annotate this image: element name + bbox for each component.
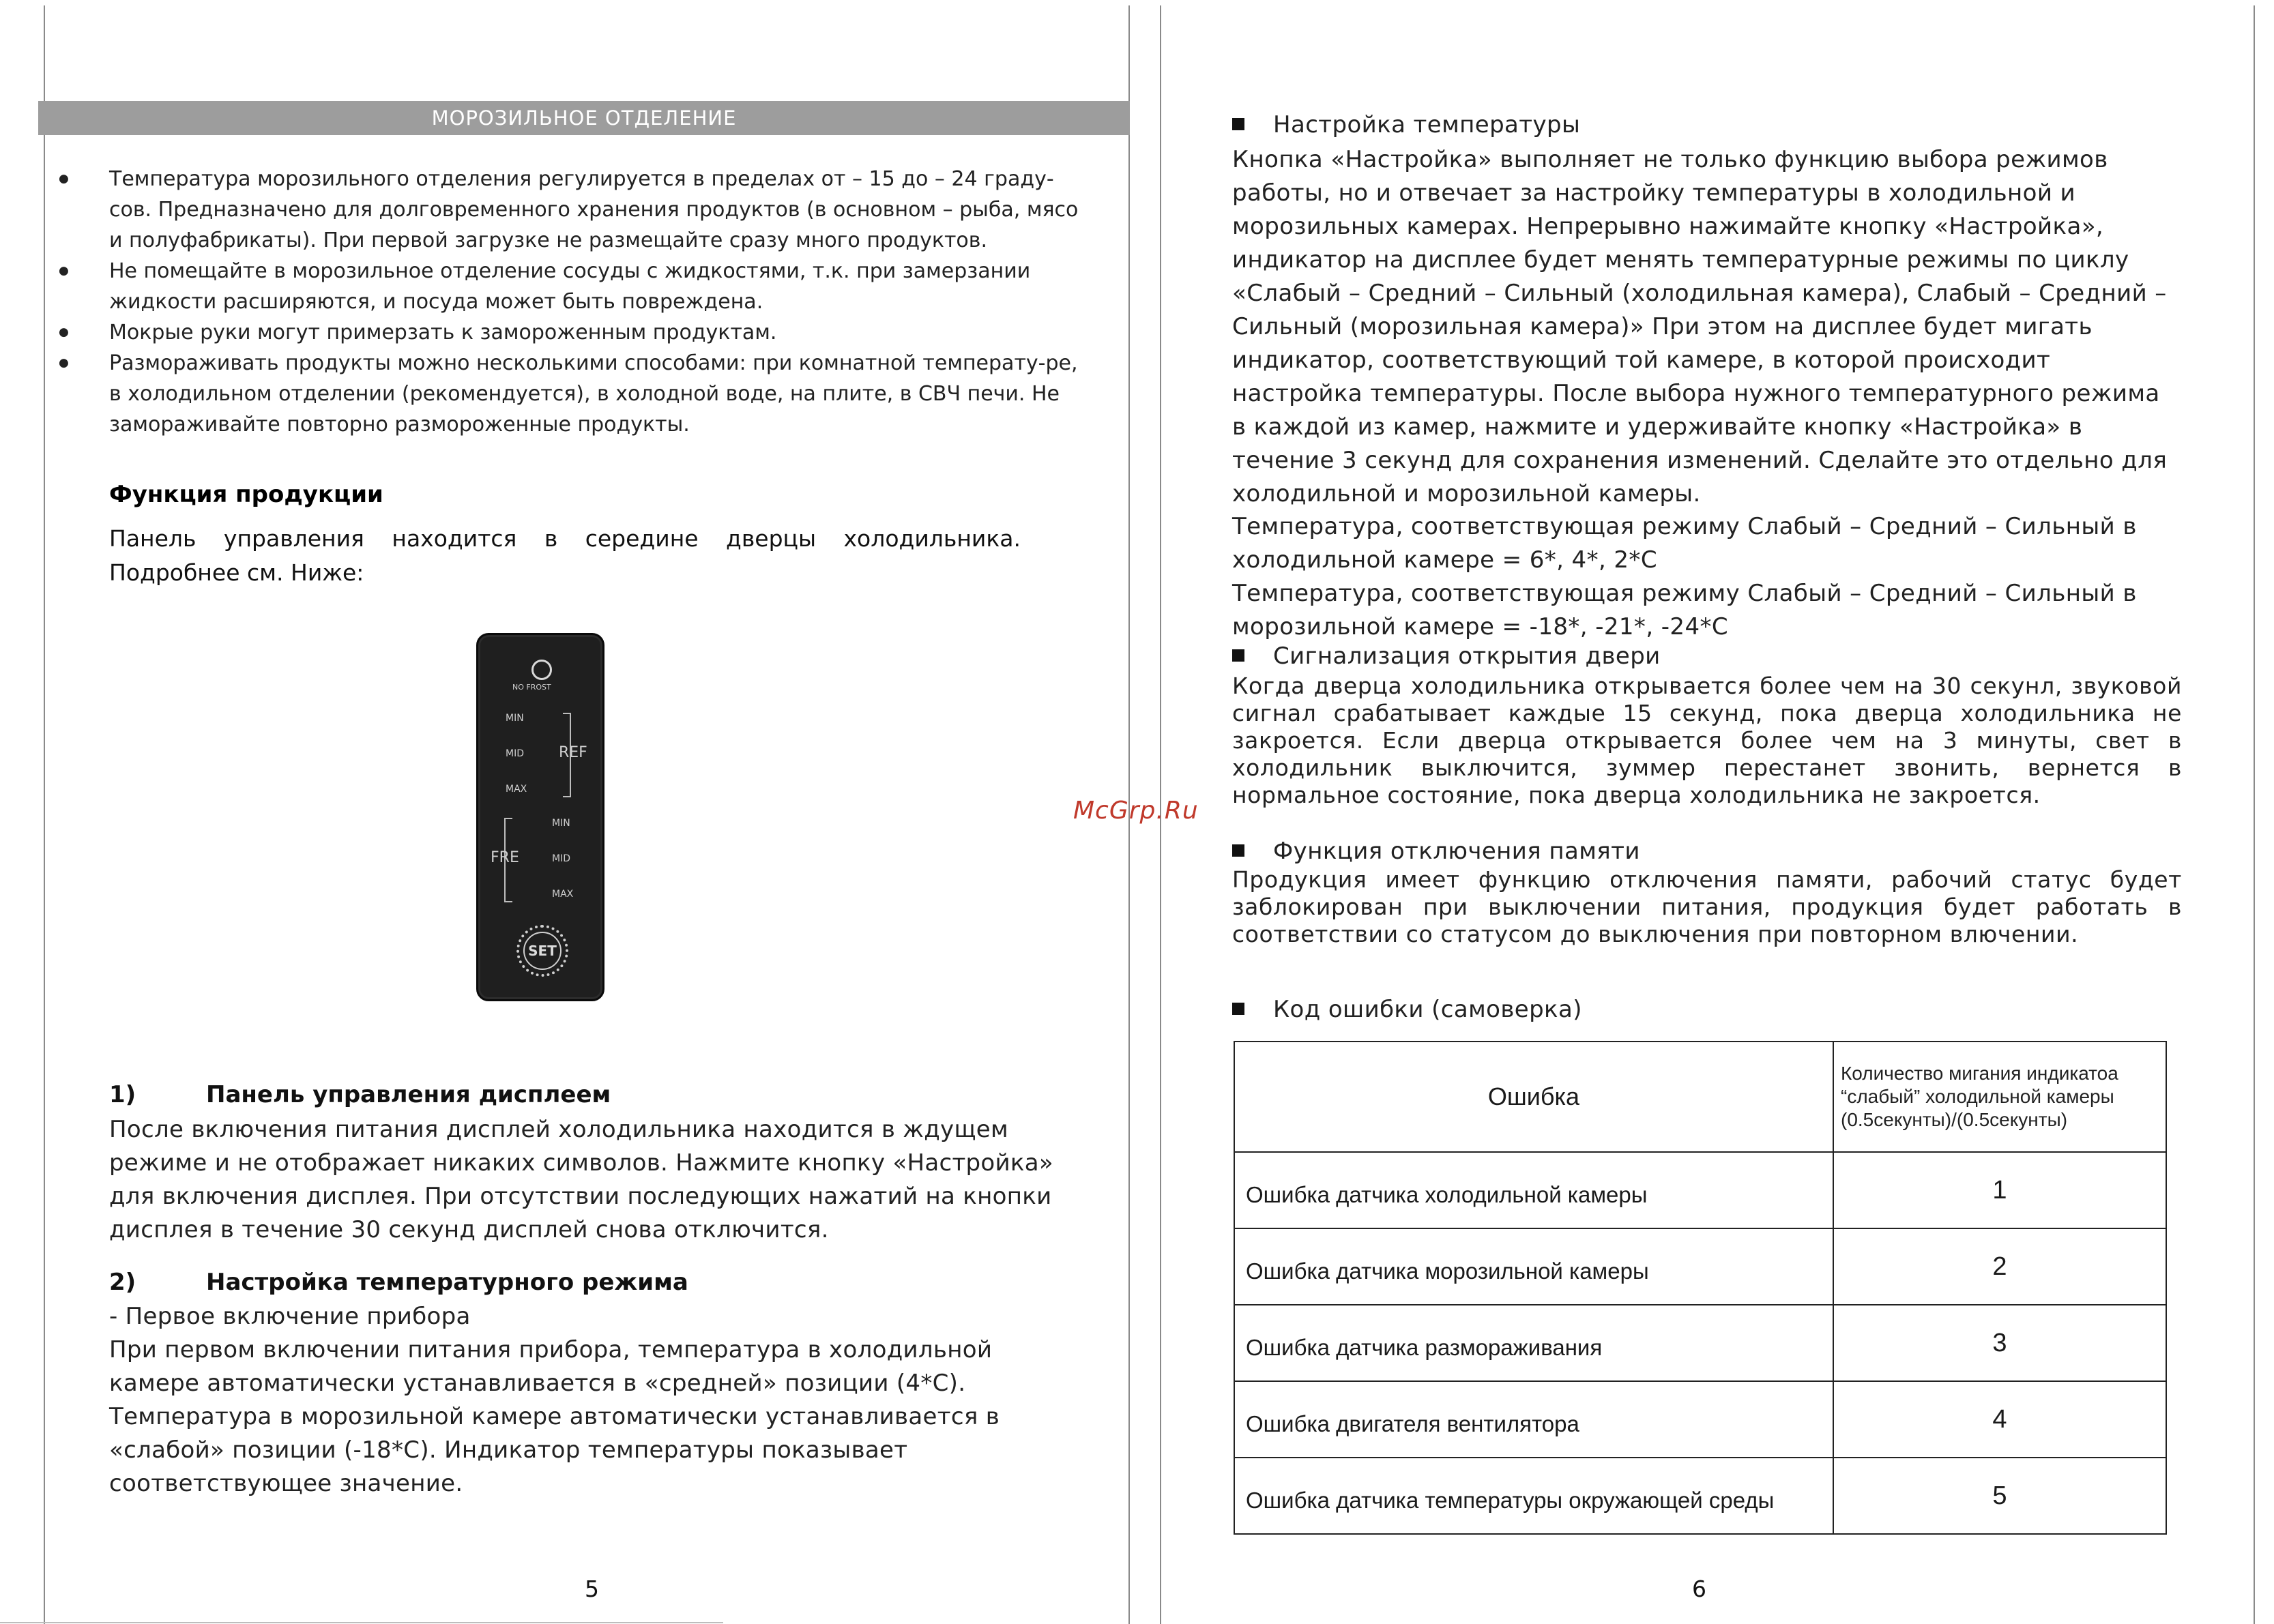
section2-text: - Первое включение прибора При первом включении питания прибора, температура в холодильной камере автоматически устанавливается в «средней» позиции (4*C). Температура в морозильной камере автоматически устанавливается в «слабой» позиции (-18*C). Индикатор температуры показывает соответствующее значение. xyxy=(109,1303,1000,1497)
brand-label: NO FROST xyxy=(512,683,551,692)
memory-text: Продукция имеет функцию отключения памяти, рабочий статус будет заблокирован при выключении питания, продукция будет работать в соответствии со статусом до выключения при повторном влючении. xyxy=(1232,866,2182,947)
table-row xyxy=(1234,1458,2166,1534)
temp-setting-heading xyxy=(1232,111,2181,138)
ref-min-label: MIN xyxy=(506,713,524,724)
temp-setting-title: Настройка температуры xyxy=(1273,111,1581,138)
header-blink-count: Количество мигания индикатоа “слабый” холодильной камеры (0.5секунты)/(0.5секунты) xyxy=(1833,1042,2166,1152)
ref-mid-label: MID xyxy=(506,748,524,759)
memory-heading xyxy=(1232,838,2181,865)
fre-max-label: MAX xyxy=(552,889,574,900)
fre-label: FRE xyxy=(491,849,519,866)
table-row xyxy=(1234,1152,2166,1228)
memory-title: Функция отключения памяти xyxy=(1273,838,1640,865)
section-title-bar: МОРОЗИЛЬНОЕ ОТДЕЛЕНИЕ xyxy=(38,101,1130,135)
temp-ref-text: Температура, соответствующая режиму Слабый – Средний – Сильный в холодильной камере = 6*, 4*, 2*C xyxy=(1232,513,2137,574)
square-bullet-icon xyxy=(1232,1003,1244,1015)
square-bullet-icon xyxy=(1232,844,1244,857)
section1-heading xyxy=(109,1081,611,1108)
temp-setting-text: Кнопка «Настройка» выполняет не только функцию выбора режимов работы, но и отвечает за настройку температуры в холодильной и морозильных камерах. Непрерывно нажимайте кнопку «Настройка», индикатор на дисплее будет менять температурные режимы по циклу «Слабый – Средний – Сильный (холодильная камера), Слабый – Средний – Сильный (морозильная камера)» При этом на дисплее будет мигать индикатор, соответствующий той камере, в которой происходит настройка температуры. После выбора нужного температурного режима в каждой из камер, нажмите и удерживайте кнопку «Настройка» в течение 3 секунд для сохранения изменений. Сделайте это отдельно для холодильной и морозильной камеры. xyxy=(1232,146,2168,507)
error-code: 3 xyxy=(1833,1305,2166,1381)
watermark: McGrp.Ru xyxy=(1073,797,1199,825)
function-text: Панель управления находится в середине дверцы холодильника. Подробнее см. Ниже: xyxy=(109,525,1021,586)
function-heading: Функция продукции xyxy=(109,481,383,508)
error-desc: Ошибка двигателя вентилятора xyxy=(1234,1381,1833,1458)
error-code-heading xyxy=(1232,996,2181,1023)
ref-max-label: MAX xyxy=(506,784,527,795)
ref-label: REF xyxy=(559,744,587,761)
table-row xyxy=(1234,1381,2166,1458)
page-number-left: 5 xyxy=(585,1576,599,1602)
table-row xyxy=(1234,1305,2166,1381)
temp-fre-text: Температура, соответствующая режиму Слабый – Средний – Сильный в морозильной камере = -18*, -21*, -24*C xyxy=(1232,580,2137,640)
section1-title: Панель управления дисплеем xyxy=(206,1081,611,1108)
control-panel-image xyxy=(476,633,604,1001)
section2-heading xyxy=(109,1269,688,1296)
error-desc: Ошибка датчика размораживания xyxy=(1234,1305,1833,1381)
section1-number: 1) xyxy=(109,1081,136,1108)
section2-number: 2) xyxy=(109,1269,136,1296)
table-header-row xyxy=(1234,1042,2166,1152)
set-button-label: SET xyxy=(523,932,562,970)
fre-min-label: MIN xyxy=(552,818,570,829)
door-alarm-title: Сигнализация открытия двери xyxy=(1273,643,1661,670)
error-desc: Ошибка датчика температуры окружающей среды xyxy=(1234,1458,1833,1534)
error-code: 1 xyxy=(1833,1152,2166,1228)
error-code-title: Код ошибки (самоверка) xyxy=(1273,996,1582,1023)
section1-text: После включения питания дисплей холодильника находится в ждущем режиме и не отображает никаких символов. Нажмите кнопку «Настройка» для включения дисплея. При отсутствии последующих нажатий на кнопки дисплея в течение 30 секунд дисплей снова отключится. xyxy=(109,1116,1054,1243)
bullet-item: ● Не помещайте в морозильное отделение сосуды с жидкостями, т.к. при замерзании жидкости расширяются, и посуда может быть повреждена. xyxy=(109,256,1092,317)
page-number-right: 6 xyxy=(1692,1576,1706,1602)
error-code-table xyxy=(1234,1041,2167,1535)
square-bullet-icon xyxy=(1232,118,1244,130)
bottom-divider xyxy=(0,1622,723,1623)
set-button xyxy=(516,925,568,977)
bullet-item: ● Мокрые руки могут примерзать к замороженным продуктам. xyxy=(109,317,1092,348)
error-desc: Ошибка датчика холодильной камеры xyxy=(1234,1152,1833,1228)
square-bullet-icon xyxy=(1232,649,1244,662)
door-alarm-heading xyxy=(1232,643,2181,670)
logo-icon xyxy=(531,660,552,680)
error-desc: Ошибка датчика морозильной камеры xyxy=(1234,1228,1833,1305)
freezer-bullet-list xyxy=(109,164,1092,440)
door-alarm-text: Когда дверца холодильника открывается более чем на 30 секунл, звуковой сигнал срабатывает каждые 15 секунд, пока дверца холодильника не закроется. Если дверца открывается более чем на 3 минуты, свет в холодильник выключится, зуммер перестанет звонить, вернется в нормальное состояние, пока дверца холодильника не закроется. xyxy=(1232,673,2182,808)
bullet-item: ● Температура морозильного отделения регулируется в пределах от – 15 до – 24 граду-сов. Предназначено для долговременного хранения продуктов (в основном – рыба, мясо и полуфабрикаты). При первой загрузке не размещайте сразу много продуктов. xyxy=(109,164,1092,256)
error-code: 5 xyxy=(1833,1458,2166,1534)
header-error: Ошибка xyxy=(1234,1042,1833,1152)
error-code: 2 xyxy=(1833,1228,2166,1305)
bullet-item: ● Размораживать продукты можно несколькими способами: при комнатной температу-ре, в холодильном отделении (рекомендуется), в холодной воде, на плите, в СВЧ печи. Не замораживайте повторно размороженные продукты. xyxy=(109,348,1092,440)
error-code: 4 xyxy=(1833,1381,2166,1458)
fre-mid-label: MID xyxy=(552,853,570,864)
section2-title: Настройка температурного режима xyxy=(206,1269,688,1296)
table-row xyxy=(1234,1228,2166,1305)
